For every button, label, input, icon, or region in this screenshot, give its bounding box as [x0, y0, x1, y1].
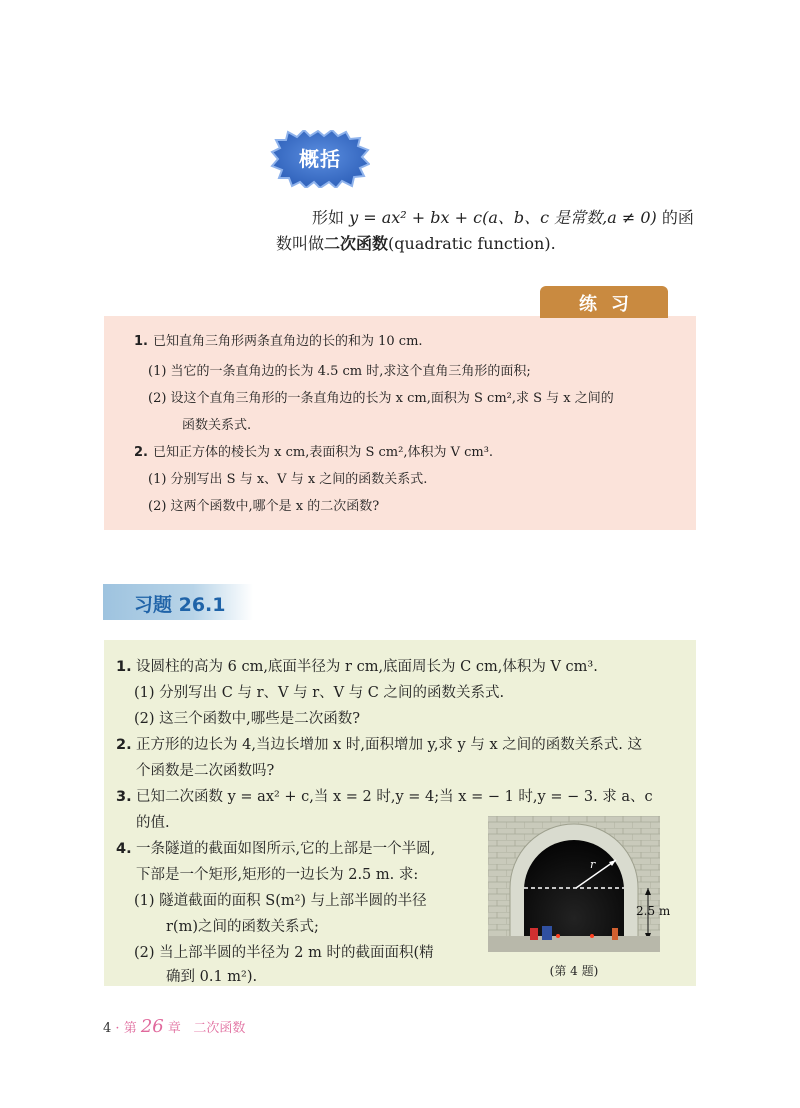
practice-line: 已知直角三角形两条直角边的长的和为 10 cm. [153, 334, 423, 349]
practice-number: 2. [134, 445, 148, 460]
footer-dot: · [115, 1021, 120, 1036]
exercise-line: 设圆柱的高为 6 cm,底面半径为 r cm,底面周长为 C cm,体积为 V cm³. [136, 659, 598, 675]
exercise-line: (2) 这三个函数中,哪些是二次函数? [134, 711, 361, 727]
chapter-title: 二次函数 [193, 1021, 246, 1036]
summary-text: 形如 [312, 208, 350, 227]
summary-text: 的函 [656, 208, 694, 227]
exercise-line: 一条隧道的截面如图所示,它的上部是一个半圆, [136, 841, 436, 857]
exercise-line: 已知二次函数 y = ax² + c,当 x = 2 时,y = 4;当 x = − 1 时,y = − 3. 求 a、c [136, 789, 653, 805]
practice-line: 函数关系式. [182, 418, 252, 433]
practice-number: 1. [134, 334, 148, 349]
page-footer [103, 1016, 245, 1037]
exercise-line: 的值. [136, 815, 170, 831]
summary-line-1 [312, 207, 694, 229]
exercise-line: 确到 0.1 m²). [166, 969, 258, 985]
exercise-line: (1) 隧道截面的面积 S(m²) 与上部半圆的半径 [134, 893, 427, 909]
exercise-number: 3. [116, 789, 132, 805]
chapter-suffix: 章 [167, 1021, 181, 1036]
chapter-number: 26 [140, 1016, 164, 1037]
exercise-number: 4. [116, 841, 132, 857]
exercise-heading: 习题 26.1 [134, 594, 226, 616]
summary-badge-label: 概括 [299, 147, 341, 171]
practice-tab-label: 练习 [579, 294, 643, 315]
tunnel-photo [488, 816, 660, 952]
page-number: 4 [103, 1021, 112, 1036]
summary-formula: y = ax² + bx + c(a、b、c 是常数,a ≠ 0) [349, 208, 657, 227]
summary-text: 数叫做 [276, 234, 325, 253]
summary-term: 二次函数 [324, 234, 389, 253]
exercise-number: 2. [116, 737, 132, 753]
exercise-line: r(m)之间的函数关系式; [166, 919, 319, 935]
chapter-prefix: 第 [123, 1021, 137, 1036]
practice-line: (1) 当它的一条直角边的长为 4.5 cm 时,求这个直角三角形的面积; [148, 364, 531, 379]
photo-caption: (第 4 题) [549, 964, 599, 978]
photo-label-r: r [590, 858, 596, 871]
exercise-line: 下部是一个矩形,矩形的一边长为 2.5 m. 求: [136, 867, 419, 883]
exercise-line: (2) 当上部半圆的半径为 2 m 时的截面面积(精 [134, 945, 434, 961]
photo-label-height: 2.5 m [636, 904, 671, 918]
exercise-line: 正方形的边长为 4,当边长增加 x 时,面积增加 y,求 y 与 x 之间的函数关系式. 这 [136, 737, 642, 753]
summary-text: (quadratic function). [388, 234, 556, 253]
exercise-line: 个函数是二次函数吗? [136, 763, 275, 779]
summary-line-2 [276, 233, 556, 255]
exercise-line: (1) 分别写出 C 与 r、V 与 r、V 与 C 之间的函数关系式. [134, 685, 505, 701]
practice-line: (2) 设这个直角三角形的一条直角边的长为 x cm,面积为 S cm²,求 S 与 x 之间的 [148, 391, 614, 406]
practice-line: (2) 这两个函数中,哪个是 x 的二次函数? [148, 499, 380, 514]
practice-line: (1) 分别写出 S 与 x、V 与 x 之间的函数关系式. [148, 472, 428, 487]
exercise-number: 1. [116, 659, 132, 675]
practice-line: 已知正方体的棱长为 x cm,表面积为 S cm²,体积为 V cm³. [153, 445, 494, 460]
